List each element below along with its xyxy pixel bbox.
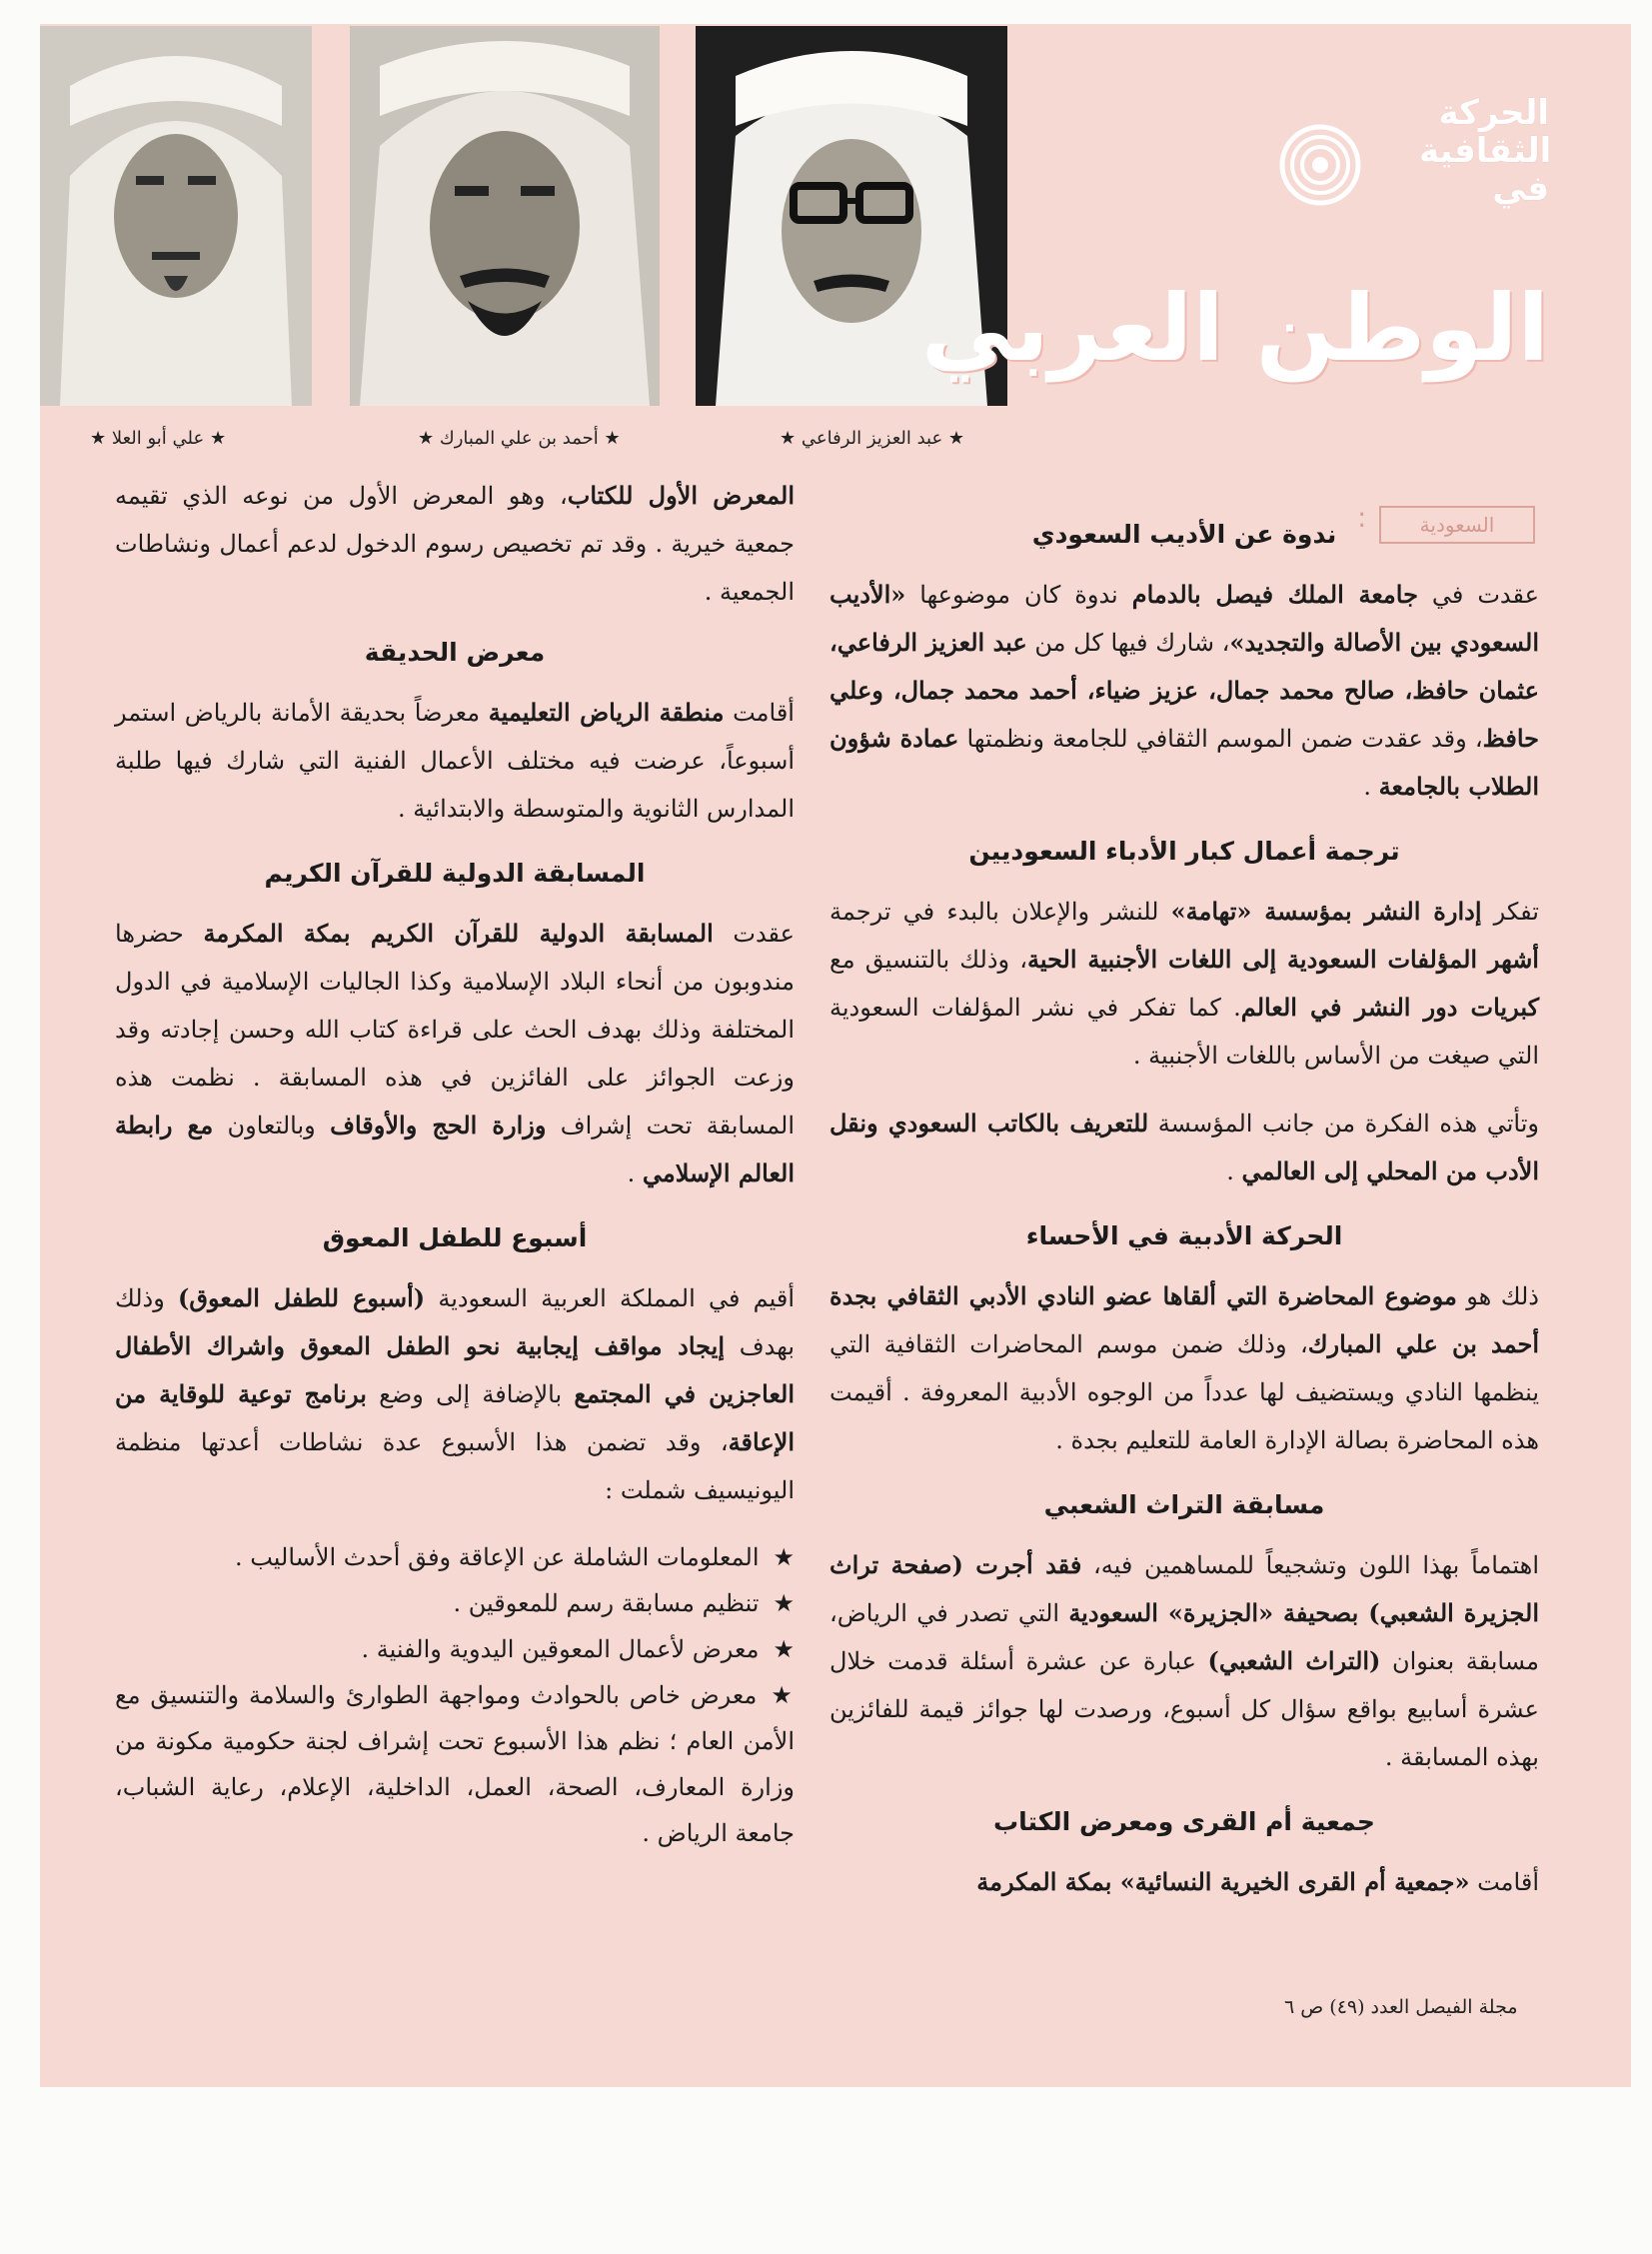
list-item: ★المعلومات الشاملة عن الإعاقة وفق أحدث الأساليب . — [234, 1543, 795, 1571]
caption-photo-3: ★ علي أبو العلا ★ — [90, 428, 227, 449]
heading-quran-competition: المسابقة الدولية للقرآن الكريم — [264, 859, 646, 888]
heading-seminar: ندوة عن الأديب السعودي — [1031, 520, 1337, 549]
paragraph-garden-exhibition: أقامت منطقة الرياض التعليمية معرضاً بحديقة الأمانة بالرياض استمر أسبوعاً، عرضت فيه مختلف الأعمال الفنية التي شارك فيها طلبة المدارس الثانوية والمتوسطة والابتدائية . — [115, 698, 795, 823]
tag-colon-icon: : — [1357, 501, 1367, 534]
swirl-logo-icon — [1279, 124, 1361, 206]
heading-garden-exhibition: معرض الحديقة — [364, 638, 546, 667]
portrait-photo-ali-abu-alala — [40, 26, 312, 406]
star-icon: ★ — [773, 1589, 795, 1617]
paragraph-disabled-child-week: أقيم في المملكة العربية السعودية (أسبوع للطفل المعوق) وذلك بهدف إيجاد مواقف إيجابية نحو الطفل المعوق واشراك الأطفال العاجزين في المجتمع بالإضافة إلى وضع برنامج توعية للوقاية من الإعاقة، وقد تضمن هذا الأسبوع عدة نشاطات أعدتها منظمة اليونيسيف شملت : — [115, 1283, 796, 1504]
masthead-subtitle — [1419, 93, 1552, 209]
heading-disabled-child-week: أسبوع للطفل المعوق — [322, 1223, 588, 1252]
heading-umm-alqura: جمعية أم القرى ومعرض الكتاب — [993, 1807, 1375, 1836]
caption-photo-1: ★ عبد العزيز الرفاعي ★ — [780, 428, 965, 449]
portrait-photo-ahmad-almubarak — [350, 26, 660, 406]
paragraph-book-fair: المعرض الأول للكتاب، وهو المعرض الأول من نوعه الذي تقيمه جمعية خيرية . وقد تم تخصيص رسوم الدخول لدعم أعمال ونشاطات الجمعية . — [115, 481, 795, 606]
masthead-line-3: في — [1492, 169, 1549, 209]
masthead — [920, 24, 1552, 419]
paragraph-translation: تفكر إدارة النشر بمؤسسة «تهامة» للنشر والإعلان بالبدء في ترجمة أشهر المؤلفات السعودية إلى اللغات الأجنبية الحية، وذلك بالتنسيق مع كبريات دور النشر في العالم. كما تفكر في نشر المؤلفات السعودية التي صيغت من الأساس باللغات الأجنبية . — [829, 897, 1539, 1070]
magazine-page — [40, 24, 1631, 2087]
paragraph-heritage: اهتماماً بهذا اللون وتشجيعاً للمساهمين فيه، فقد أجرت (صفحة تراث الجزيرة الشعبي) بصحيفة «الجزيرة» السعودية التي تصدر في الرياض، مسابقة بعنوان (التراث الشعبي) عبارة عن عشرة أسئلة قدمت خلال عشرة أسابيع بواقع سؤال كل أسبوع، ورصدت لها جوائز قيمة للفائزين بهذه المسابقة . — [829, 1550, 1540, 1771]
heading-heritage: مسابقة التراث الشعبي — [1043, 1490, 1325, 1519]
right-column — [829, 494, 1539, 1926]
paragraph-umm-alqura: أقامت «جمعية أم القرى الخيرية النسائية» بمكة المكرمة — [976, 1867, 1539, 1896]
paragraph-ahsa: ذلك هو موضوع المحاضرة التي ألقاها عضو النادي الأدبي الثقافي بجدة أحمد بن علي المبارك، وذلك ضمن موسم المحاضرات الثقافية التي ينظمها النادي ويستضيف لها عدداً من الوجوه الأدبية المعروفة . أقيمت هذه المحاضرة بصالة الإدارة العامة للتعليم بجدة . — [829, 1281, 1539, 1454]
paragraph-quran-competition: عقدت المسابقة الدولية للقرآن الكريم بمكة المكرمة حضرها مندوبون من أنحاء البلاد الإسلامية وكذا الجاليات الإسلامية في الدول المختلفة وذلك بهدف الحث على قراءة كتاب الله وحسن إجادته وقد وزعت الجوائز على الفائزين في هذه المسابقة . نظمت هذه المسابقة تحت إشراف وزارة الحج والأوقاف وبالتعاون مع رابطة العالم الإسلامي . — [115, 919, 795, 1187]
caption-photo-2: ★ أحمد بن علي المبارك ★ — [418, 428, 621, 449]
left-column — [115, 472, 795, 1856]
star-icon: ★ — [771, 1681, 795, 1709]
masthead-title: الوطن العربي — [920, 275, 1549, 382]
paragraph-seminar: عقدت في جامعة الملك فيصل بالدمام ندوة كان موضوعها «الأديب السعودي بين الأصالة والتجديد»، شارك فيها كل من عبد العزيز الرفاعي، عثمان حافظ، صالح محمد جمال، عزيز ضياء، أحمد محمد جمال، وعلي حافظ، وقد عقدت ضمن الموسم الثقافي للجامعة ونظمتها عمادة شؤون الطلاب بالجامعة . — [829, 580, 1539, 801]
masthead-line-1: الحركة — [1438, 93, 1549, 133]
heading-translation: ترجمة أعمال كبار الأدباء السعوديين — [968, 837, 1400, 866]
list-item: ★تنظيم مسابقة رسم للمعوقين . — [453, 1589, 795, 1617]
masthead-line-2: الثقافية — [1419, 131, 1552, 171]
list-item: ★معرض خاص بالحوادث ومواجهة الطوارئ والسلامة والتنسيق مع الأمن العام ؛ نظم هذا الأسبوع تحت إشراف لجنة حكومية مكونة من وزارة المعارف، الصحة، العمل، الداخلية، الإعلام، رعاية الشباب، جامعة الرياض . — [115, 1681, 795, 1847]
paragraph-translation-2: وتأتي هذه الفكرة من جانب المؤسسة للتعريف بالكاتب السعودي ونقل الأدب من المحلي إلى العالمي . — [829, 1109, 1540, 1185]
heading-ahsa: الحركة الأدبية في الأحساء — [1025, 1221, 1343, 1250]
section-tag-saudi: السعودية — [1379, 506, 1535, 544]
star-icon: ★ — [773, 1635, 795, 1663]
page-footer: مجلة الفيصل العدد (٤٩) ص ٦ — [1284, 1996, 1518, 2018]
list-item: ★معرض لأعمال المعوقين اليدوية والفنية . — [361, 1635, 795, 1663]
star-icon: ★ — [773, 1543, 795, 1571]
activities-list — [115, 1534, 795, 1856]
